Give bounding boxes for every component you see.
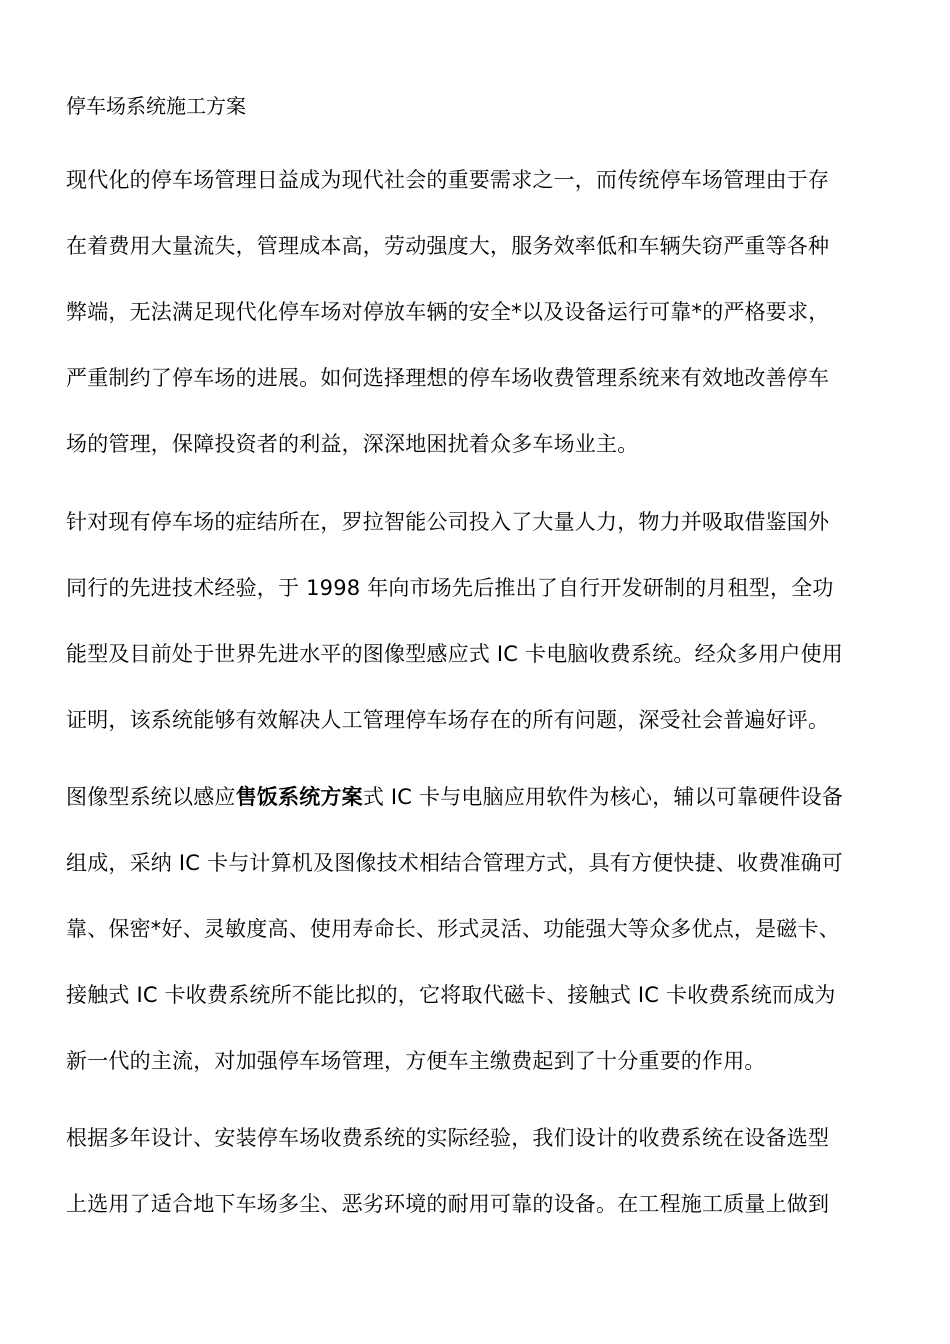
paragraph-line: 证明，该系统能够有效解决人工管理停车场存在的所有问题，深受社会普遍好评。 (66, 708, 830, 732)
line-text: 图像型系统以感应 (66, 785, 236, 809)
paragraph-line: 现代化的停车场管理日益成为现代社会的重要需求之一，而传统停车场管理由于存 (66, 168, 830, 192)
paragraph-line: 上选用了适合地下车场多尘、恶劣环境的耐用可靠的设备。在工程施工质量上做到 (66, 1192, 830, 1216)
paragraph-line: 同行的先进技术经验，于 1998 年向市场先后推出了自行开发研制的月租型，全功 (66, 576, 834, 600)
paragraph-line (66, 783, 890, 849)
paragraph-line: 组成，采纳 IC 卡与计算机及图像技术相结合管理方式，具有方便快捷、收费准确可 (66, 851, 844, 875)
document-title: 停车场系统施工方案 (66, 94, 246, 118)
paragraph-line: 接触式 IC 卡收费系统所不能比拟的，它将取代磁卡、接触式 IC 卡收费系统而成为 (66, 983, 836, 1007)
paragraph-line: 严重制约了停车场的进展。如何选择理想的停车场收费管理系统来有效地改善停车 (66, 366, 830, 390)
paragraph-line: 弊端，无法满足现代化停车场对停放车辆的安全*以及设备运行可靠*的严格要求， (66, 300, 830, 324)
bold-keyword: 售饭系统方案 (235, 785, 363, 809)
paragraph-line: 在着费用大量流失，管理成本高，劳动强度大，服务效率低和车辆失窃严重等各种 (66, 234, 830, 258)
paragraph-line: 场的管理，保障投资者的利益，深深地困扰着众多车场业主。 (66, 432, 639, 456)
line-text: 式 IC 卡与电脑应用软件为核心，辅以可靠硬件设备 (362, 785, 844, 809)
paragraph-intro (66, 166, 890, 496)
paragraph-line: 能型及目前处于世界先进水平的图像型感应式 IC 卡电脑收费系统。经众多用户使用 (66, 642, 844, 666)
paragraph-company (66, 508, 890, 772)
paragraph-line: 靠、保密*好、灵敏度高、使用寿命长、形式灵活、功能强大等众多优点，是磁卡、 (66, 917, 840, 941)
paragraph-line: 针对现有停车场的症结所在，罗拉智能公司投入了大量人力，物力并吸取借鉴国外 (66, 510, 830, 534)
paragraph-line: 新一代的主流，对加强停车场管理，方便车主缴费起到了十分重要的作用。 (66, 1049, 766, 1073)
paragraph-image-system (66, 783, 890, 1113)
paragraph-experience (66, 1124, 890, 1256)
paragraph-line: 根据多年设计、安装停车场收费系统的实际经验，我们设计的收费系统在设备选型 (66, 1126, 830, 1150)
